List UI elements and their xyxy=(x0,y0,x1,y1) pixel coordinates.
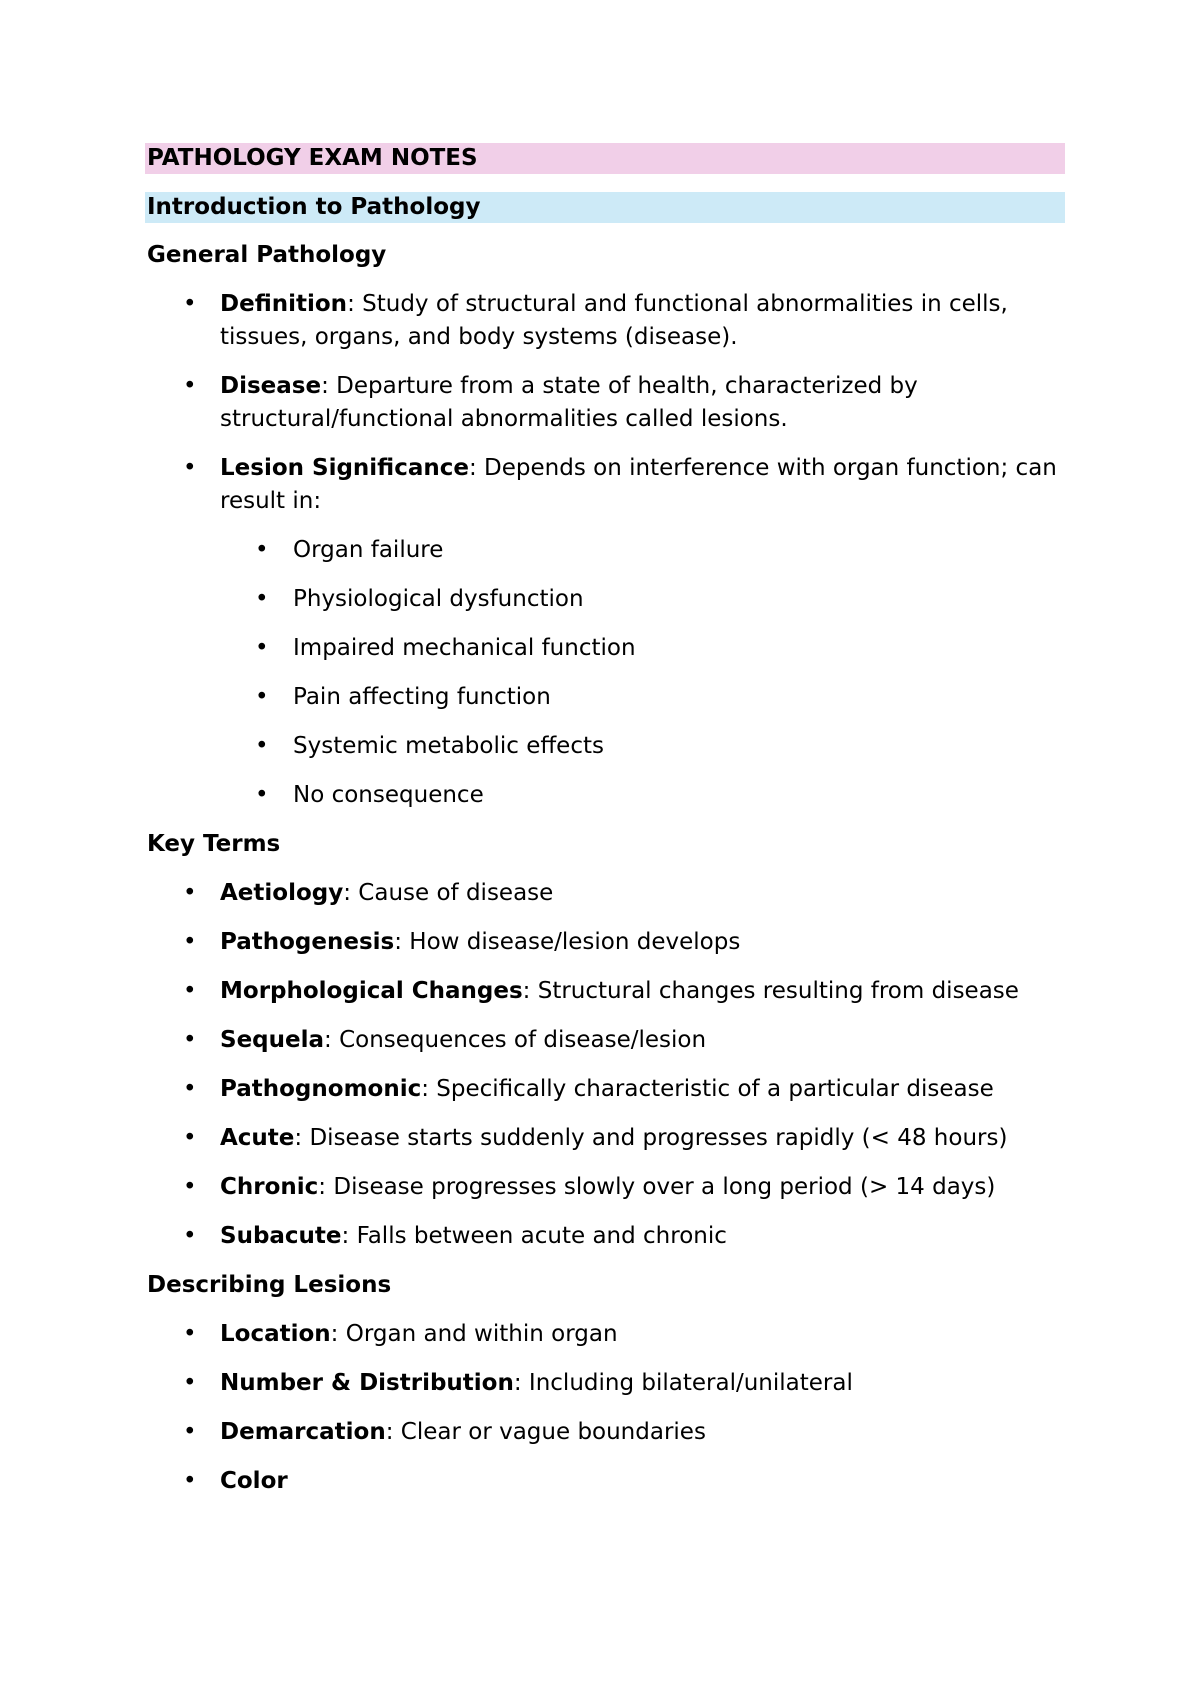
term-label: Sequela xyxy=(220,1027,325,1053)
term-description: : Including bilateral/unilateral xyxy=(513,1370,853,1396)
list-item xyxy=(145,1416,1065,1449)
term-label: Definition xyxy=(220,291,348,317)
term-description: : Disease progresses slowly over a long period (> 14 days) xyxy=(318,1174,996,1200)
sub-list-item: • Pain affecting function xyxy=(220,681,1065,714)
list-item xyxy=(145,1171,1065,1204)
general-pathology-heading: General Pathology xyxy=(147,242,387,268)
term-label: Disease xyxy=(220,373,322,399)
sub-list-item: • No consequence xyxy=(220,779,1065,812)
sub-list-item: • Physiological dysfunction xyxy=(220,583,1065,616)
document-title: PATHOLOGY EXAM NOTES xyxy=(145,143,1065,174)
list-item xyxy=(145,877,1065,910)
term-label: Pathognomonic xyxy=(220,1076,422,1102)
term-description: : Organ and within organ xyxy=(330,1321,618,1347)
term-description: : Structural changes resulting from disease xyxy=(522,978,1019,1004)
list-item xyxy=(145,1318,1065,1351)
list-item-disease xyxy=(145,370,1065,436)
term-description: : Study of structural and functional abnormalities in cells, tissues, organs, and body systems (disease). xyxy=(220,291,1008,350)
list-item xyxy=(145,1220,1065,1253)
list-item xyxy=(145,1073,1065,1106)
term-label: Location xyxy=(220,1321,331,1347)
term-label: Pathogenesis xyxy=(220,929,395,955)
describing-lesions-list xyxy=(145,1318,1065,1498)
key-terms-heading: Key Terms xyxy=(147,831,281,857)
list-item xyxy=(145,926,1065,959)
term-description: : How disease/lesion develops xyxy=(394,929,741,955)
term-description: : Specifically characteristic of a particular disease xyxy=(421,1076,994,1102)
sub-list-item: • Impaired mechanical function xyxy=(220,632,1065,665)
term-description: : Consequences of disease/lesion xyxy=(324,1027,707,1053)
general-pathology-list xyxy=(145,288,1065,812)
lesion-outcomes-list xyxy=(220,534,1065,812)
term-label: Subacute xyxy=(220,1223,342,1249)
term-description: : Departure from a state of health, characterized by structural/functional abnormalities called lesions. xyxy=(220,373,918,432)
document-page xyxy=(145,143,1065,1514)
key-terms-list xyxy=(145,877,1065,1253)
list-item-lesion-significance xyxy=(145,452,1065,812)
term-description: : Falls between acute and chronic xyxy=(341,1223,727,1249)
term-description: : Depends on interference with organ function; can result in: xyxy=(220,455,1057,514)
section-heading: Introduction to Pathology xyxy=(145,192,1065,223)
term-label: Acute xyxy=(220,1125,295,1151)
term-label: Demarcation xyxy=(220,1419,386,1445)
sub-list-item: • Organ failure xyxy=(220,534,1065,567)
list-item xyxy=(145,1465,1065,1498)
list-item xyxy=(145,975,1065,1008)
term-description: : Disease starts suddenly and progresses rapidly (< 48 hours) xyxy=(294,1125,1008,1151)
term-label: Chronic xyxy=(220,1174,319,1200)
term-label: Lesion Significance xyxy=(220,455,469,481)
list-item xyxy=(145,1122,1065,1155)
sub-list-item: • Systemic metabolic effects xyxy=(220,730,1065,763)
term-description: : Clear or vague boundaries xyxy=(385,1419,706,1445)
list-item-definition xyxy=(145,288,1065,354)
term-label: Color xyxy=(220,1468,288,1494)
term-label: Aetiology xyxy=(220,880,344,906)
term-description: : Cause of disease xyxy=(343,880,554,906)
term-label: Morphological Changes xyxy=(220,978,523,1004)
term-label: Number & Distribution xyxy=(220,1370,514,1396)
list-item xyxy=(145,1024,1065,1057)
describing-lesions-heading: Describing Lesions xyxy=(147,1272,392,1298)
list-item xyxy=(145,1367,1065,1400)
